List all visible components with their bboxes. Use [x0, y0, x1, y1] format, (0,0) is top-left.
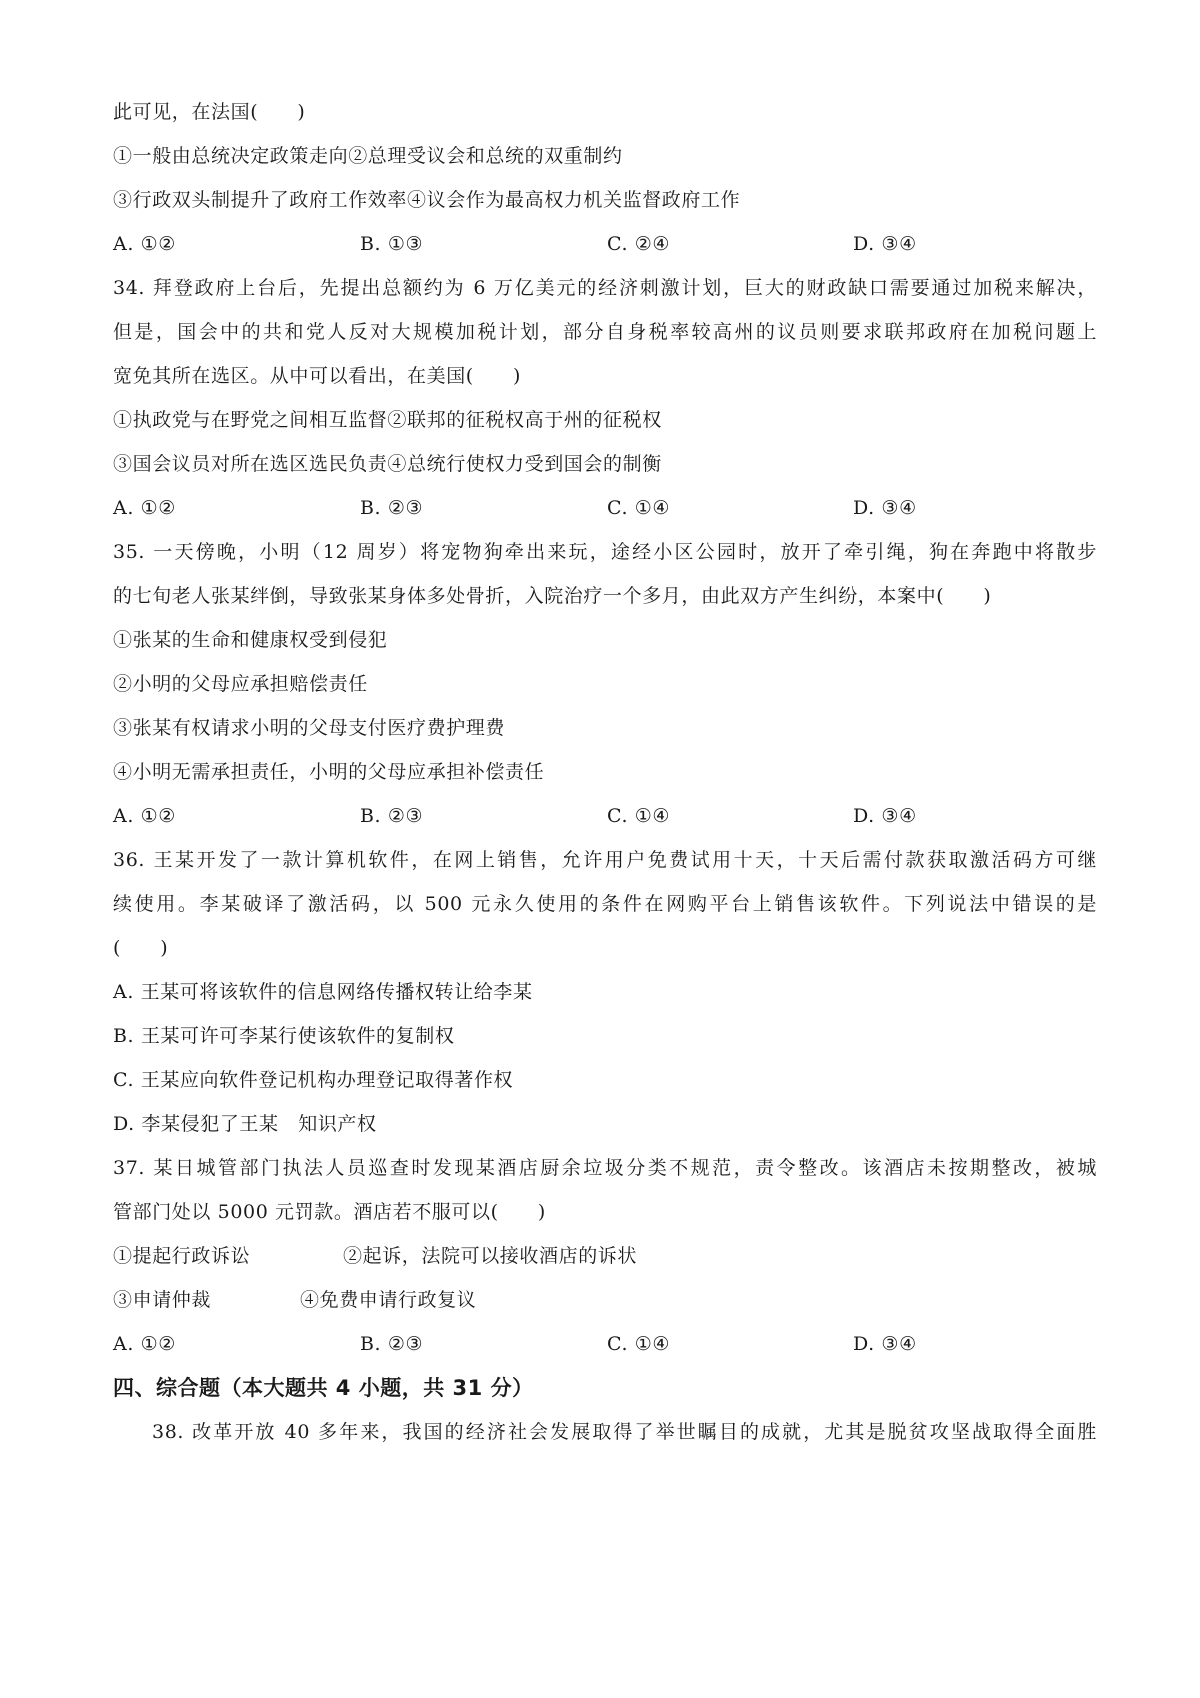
q34-stem-line-1: 34. 拜登政府上台后，先提出总额约为 6 万亿美元的经济刺激计划，巨大的财政缺口需要通过加税来解决，	[113, 277, 1097, 299]
q34-stem-line-2: 但是，国会中的共和党人反对大规模加税计划，部分自身税率较高州的议员则要求联邦政府在加税问题上	[113, 321, 1097, 343]
section-4-heading: 四、综合题（本大题共 4 小题，共 31 分）	[113, 1376, 534, 1400]
q37-choice-c: C. ①④	[607, 1333, 671, 1355]
q36-choice-a: A. 王某可将该软件的信息网络传播权转让给李某	[113, 981, 533, 1003]
q33-choice-d: D. ③④	[853, 233, 917, 255]
q34-choice-c: C. ①④	[607, 497, 671, 519]
q35-statement-3: ③张某有权请求小明的父母支付医疗费护理费	[113, 717, 506, 739]
q36-stem-line-1: 36. 王某开发了一款计算机软件，在网上销售，允许用户免费试用十天，十天后需付款获取激活码方可继	[113, 849, 1097, 871]
q37-stem-line-1: 37. 某日城管部门执法人员巡查时发现某酒店厨余垃圾分类不规范，责令整改。该酒店未按期整改，被城	[113, 1157, 1097, 1179]
q36-choice-d: D. 李某侵犯了王某 知识产权	[113, 1113, 377, 1135]
q35-choice-a: A. ①②	[113, 805, 176, 827]
q37-statement-4: ④免费申请行政复议	[300, 1289, 477, 1311]
q36-choice-b: B. 王某可许可李某行使该软件的复制权	[113, 1025, 455, 1047]
q35-statement-1: ①张某的生命和健康权受到侵犯	[113, 629, 388, 651]
q37-statement-1: ①提起行政诉讼	[113, 1245, 251, 1267]
q35-stem-line-1: 35. 一天傍晚，小明（12 周岁）将宠物狗牵出来玩，途经小区公园时，放开了牵引绳，狗在奔跑中将散步	[113, 541, 1097, 563]
q38-stem-line-1: 38. 改革开放 40 多年来，我国的经济社会发展取得了举世瞩目的成就，尤其是脱贫攻坚战取得全面胜	[152, 1421, 1097, 1443]
q36-choice-c: C. 王某应向软件登记机构办理登记取得著作权	[113, 1069, 514, 1091]
q34-stem-line-3: 宽免其所在选区。从中可以看出，在美国( )	[113, 365, 522, 387]
q33-statement-3-4: ③行政双头制提升了政府工作效率④议会作为最高权力机关监督政府工作	[113, 189, 741, 211]
q36-stem-line-2: 续使用。李某破译了激活码，以 500 元永久使用的条件在网购平台上销售该软件。下列说法中错误的是	[113, 893, 1097, 915]
q35-stem-line-2: 的七旬老人张某绊倒，导致张某身体多处骨折，入院治疗一个多月，由此双方产生纠纷，本案中( )	[113, 585, 992, 607]
q37-statement-3: ③申请仲裁	[113, 1289, 212, 1311]
q37-stem-line-2: 管部门处以 5000 元罚款。酒店若不服可以( )	[113, 1201, 546, 1223]
q35-choice-d: D. ③④	[853, 805, 917, 827]
q34-choice-a: A. ①②	[113, 497, 176, 519]
q33-choice-c: C. ②④	[607, 233, 671, 255]
q35-choice-b: B. ②③	[360, 805, 424, 827]
q37-statement-2: ②起诉，法院可以接收酒店的诉状	[343, 1245, 638, 1267]
q34-statement-1-2: ①执政党与在野党之间相互监督②联邦的征税权高于州的征税权	[113, 409, 662, 431]
q34-choice-b: B. ②③	[360, 497, 424, 519]
q35-statement-2: ②小明的父母应承担赔偿责任	[113, 673, 368, 695]
q33-choice-b: B. ①③	[360, 233, 424, 255]
q35-statement-4: ④小明无需承担责任，小明的父母应承担补偿责任	[113, 761, 545, 783]
q33-stem-end: 此可见，在法国( )	[113, 101, 306, 123]
q33-choice-a: A. ①②	[113, 233, 176, 255]
q34-choice-d: D. ③④	[853, 497, 917, 519]
q37-choice-a: A. ①②	[113, 1333, 176, 1355]
q35-choice-c: C. ①④	[607, 805, 671, 827]
q34-statement-3-4: ③国会议员对所在选区选民负责④总统行使权力受到国会的制衡	[113, 453, 662, 475]
q37-choice-d: D. ③④	[853, 1333, 917, 1355]
q36-stem-line-3: ( )	[113, 937, 169, 959]
q33-statement-1-2: ①一般由总统决定政策走向②总理受议会和总统的双重制约	[113, 145, 623, 167]
q37-choice-b: B. ②③	[360, 1333, 424, 1355]
